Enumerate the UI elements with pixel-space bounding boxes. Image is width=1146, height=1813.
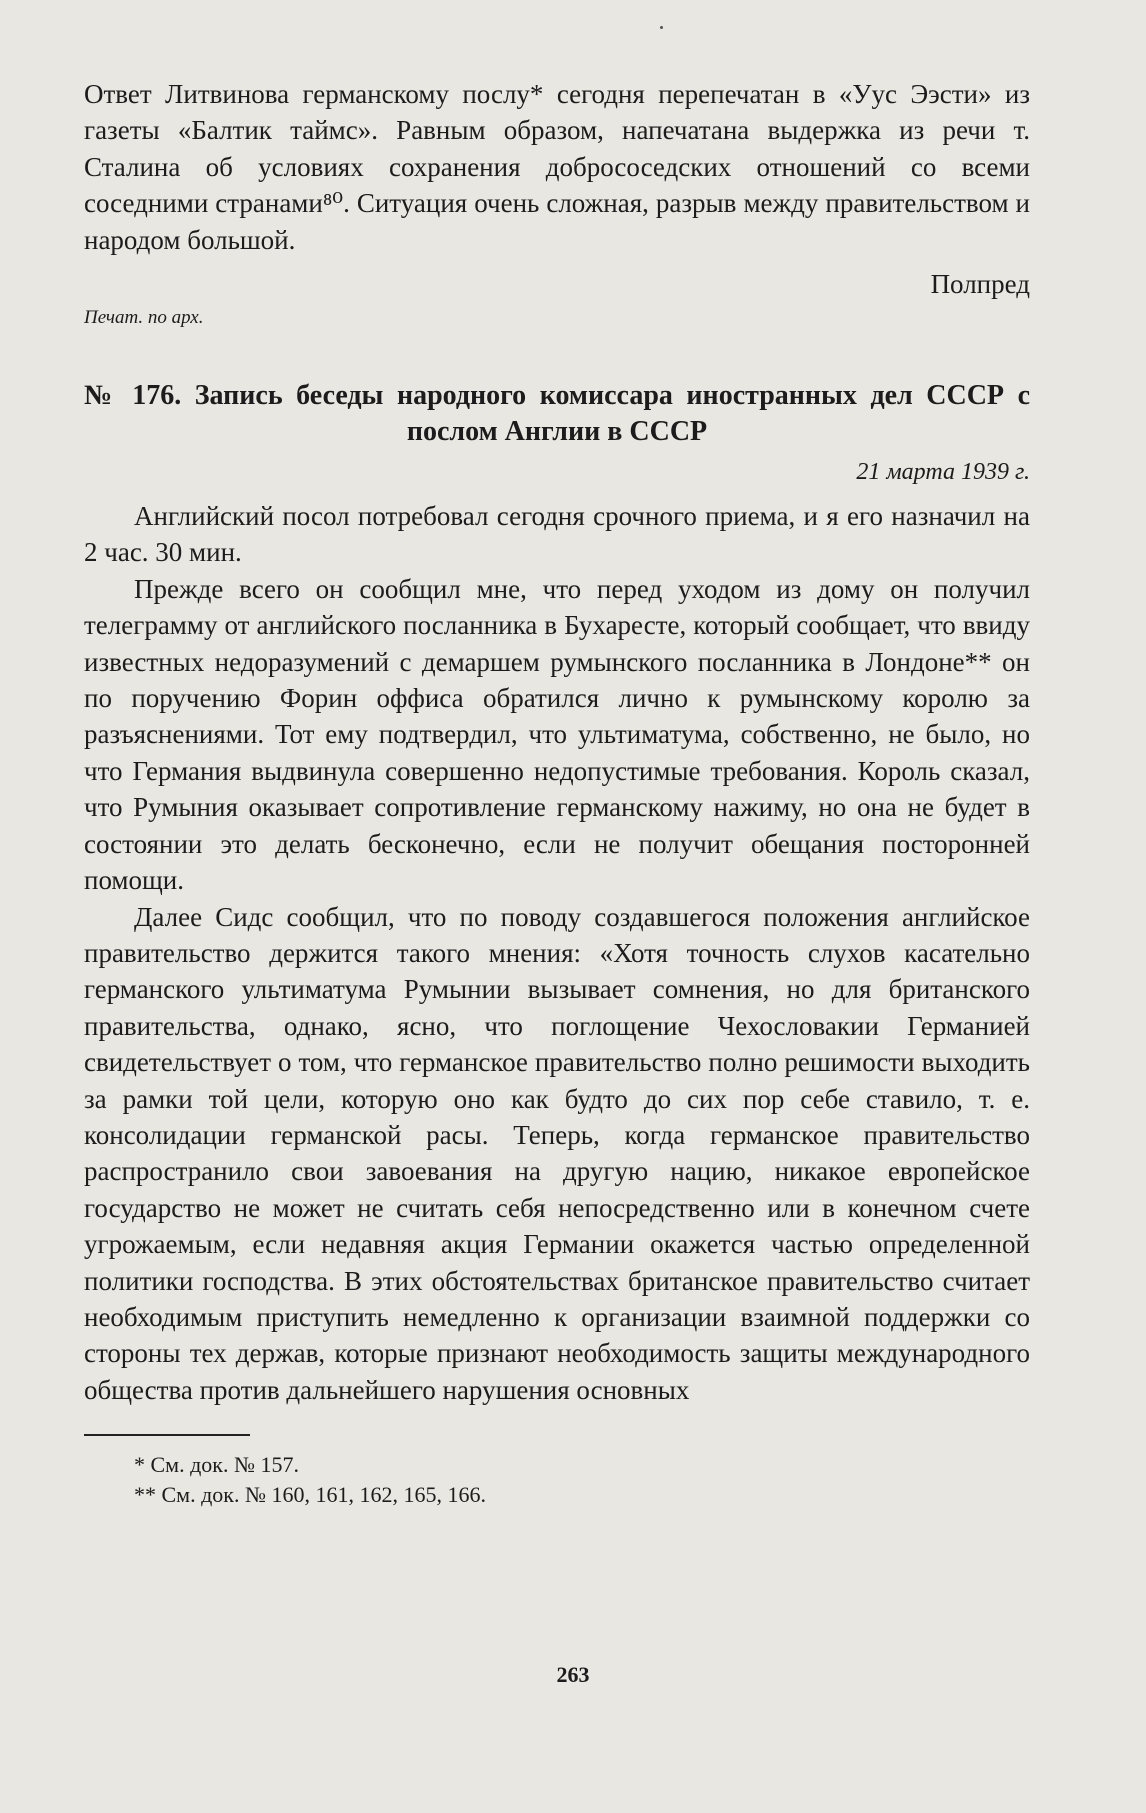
body-paragraph: Английский посол потребовал сегодня срочного приема, и я его назначил на 2 час. 30 мин.	[84, 501, 1030, 568]
document-date: 21 марта 1939 г.	[856, 459, 1030, 486]
page-body	[84, 76, 1030, 1510]
footnote: ** См. док. № 160, 161, 162, 165, 166.	[134, 1482, 486, 1508]
page-number: 263	[556, 1662, 590, 1687]
footnote-divider	[84, 1434, 250, 1436]
body-paragraph: Прежде всего он сообщил мне, что перед уходом из дому он получил телеграмму от английского посланника в Бухаресте, который сообщает, что ввиду известных недоразумений с демаршем румынского посланника в Лондоне** он по поручению Форин оффиса обратился лично к румынскому королю за разъяснениями. Тот ему подтвердил, что ультиматума, собственно, не было, но что Германия выдвинула совершенно недопустимые требования. Король сказал, что Румыния оказывает сопротивление германскому нажиму, но она не будет в состоянии это делать бесконечно, если не получит обещания посторонней помощи.	[84, 573, 1030, 896]
signature: Полпред	[930, 269, 1030, 300]
body-paragraph: Далее Сидс сообщил, что по поводу создавшегося положения английское правительство держится такого мнения: «Хотя точность слухов касательно германского ультиматума Румынии вызывает сомнения, но для британского правительства, однако, ясно, что поглощение Чехословакии Германией свидетельствует о том, что германское правительство полно решимости выходить за рамки той цели, которую оно как будто до сих пор себе ставило, т. е. консолидации германской расы. Теперь, когда германское правительство распространило свои завоевания на другую нацию, никакое европейское государство не может не считать себя непосредственно или в конечном счете угрожаемым, если недавняя акция Германии окажется частью определенной политики господства. В этих обстоятельствах британское правительство считает необходимым приступить немедленно к организации взаимной поддержки со стороны тех держав, которые признают необходимость защиты международного общества против дальнейшего нарушения основных	[84, 901, 1030, 1405]
archive-note: Печат. по арх.	[84, 307, 204, 329]
footnote: * См. док. № 157.	[134, 1452, 299, 1478]
paper-speck	[660, 26, 663, 29]
opening-paragraph: Ответ Литвинова германскому послу* сегодня перепечатан в «Уус Ээсти» из газеты «Балтик таймс». Равным образом, напечатана выдержка из речи т. Сталина об условиях сохранения добрососедских отношений со всеми соседними странами⁸⁰. Ситуация очень сложная, разрыв между правительством и народом большой.	[84, 79, 1030, 255]
document-heading: № 176. Запись беседы народного комиссара иностранных дел СССР с послом Англии в СССР	[84, 380, 1030, 448]
